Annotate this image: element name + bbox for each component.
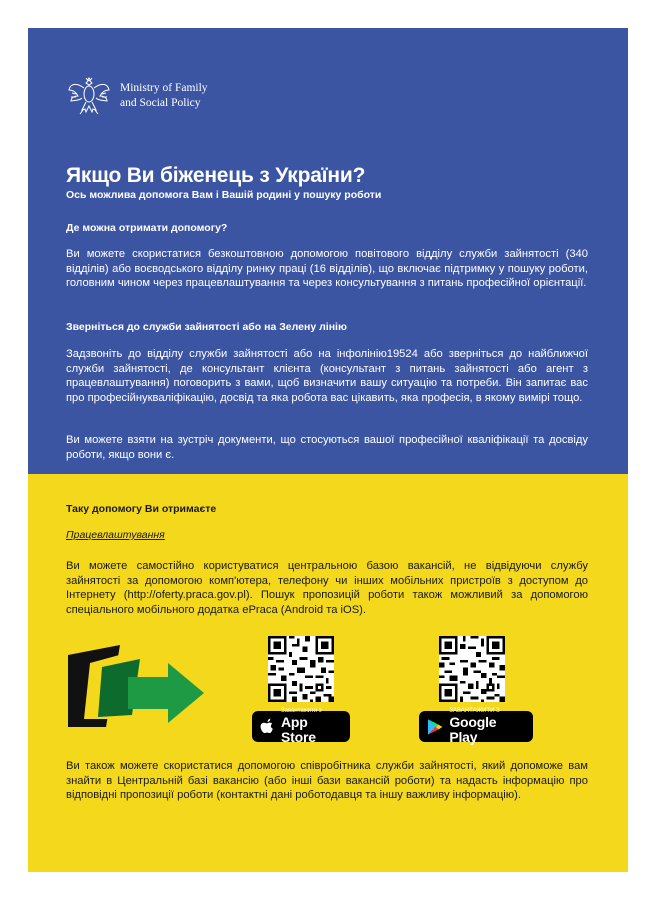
leaflet-page [28,28,628,872]
section3-heading: Таку допомогу Ви отримаєте [66,503,217,515]
app-store-button[interactable] [252,708,350,745]
section1-heading: Де можна отримати допомогу? [66,222,228,234]
eagle-emblem-icon [66,74,112,118]
ministry-logo [66,74,240,118]
section2-body2: Ви можете взяти на зустріч документи, що стосуються вашої професійної кваліфікації та досвіду роботи, якщо вони є. [66,434,588,461]
ministry-name-line2: and Social Policy [120,97,201,109]
googleplay-qr-code[interactable] [439,636,505,702]
app-store-label: App Store [281,714,316,745]
google-play-text [449,708,525,745]
section2-heading: Зверніться до служби зайнятості або на Зелену лінію [66,321,347,333]
section3-body2: Ви також можете скористатися допомогою співробітника служби зайнятості, який допоможе вам знайти в Центральній базі вакансію (або інші бази вакансій роботи) та надасть інформацію про відповідні пропозиції роботи (контактні дані роботодавця та іншу важливу інформацію). [66,760,588,801]
section3-body: Ви можете самостійно користуватися центральною базою вакансій, не відвідуючи службу зайнятості за допомогою комп'ютера, телефону чи інших мобільних пристроїв з доступом до Інтернету (http://oferty.praca.gov.pl). Пошук пропозицій роботи також можливий за допомогою спеціального мобільного додатка ePraca (Android та iOS). [66,560,588,616]
app-store-small-label: Завантажити з [281,708,322,714]
google-play-small-label: ЗАВАНТАЖИТИ З [449,708,500,714]
apple-icon [260,718,275,736]
ministry-name-line1: Ministry of Family [120,82,208,94]
ministry-name [120,81,240,111]
app-store-text [281,708,342,745]
section3-subheading: Працевлаштування [66,529,165,541]
section2-body: Задзвоніть до відділу служби зайнятості або на інфолінію19524 або зверніться до найближчої служби зайнятості, де консультант клієнта (консультант з питань зайнятості або агент з працевлаштування) поговорить з вами, щоб визначити вашу ситуацію та потреби. Він запитає вас про професійнукваліфікацію, досвід та яка робота вас цікавить, яка професія, в якому вимірі тощо. [66,348,588,404]
google-play-label: Google Play [449,714,497,745]
google-play-icon [427,718,443,736]
page-title: Якщо Ви біженець з України? [66,164,366,187]
yellow-section [28,474,628,872]
section1-body: Ви можете скористатися безкоштовною допомогою повітового відділу служби зайнятості (340 відділів) або воєводського відділу ринку праці (16 відділів), що включає підтримку у пошуку роботи, головним чином через працевлаштування та через консультування з питань професійної орієнтації. [66,248,588,289]
google-play-button[interactable] [419,708,533,745]
job-service-arrows-logo [68,645,204,727]
page-subtitle: Ось можлива допомога Вам і Вашій родині у пошуку роботи [66,189,382,201]
blue-section [28,28,628,474]
appstore-qr-code[interactable] [268,636,334,702]
